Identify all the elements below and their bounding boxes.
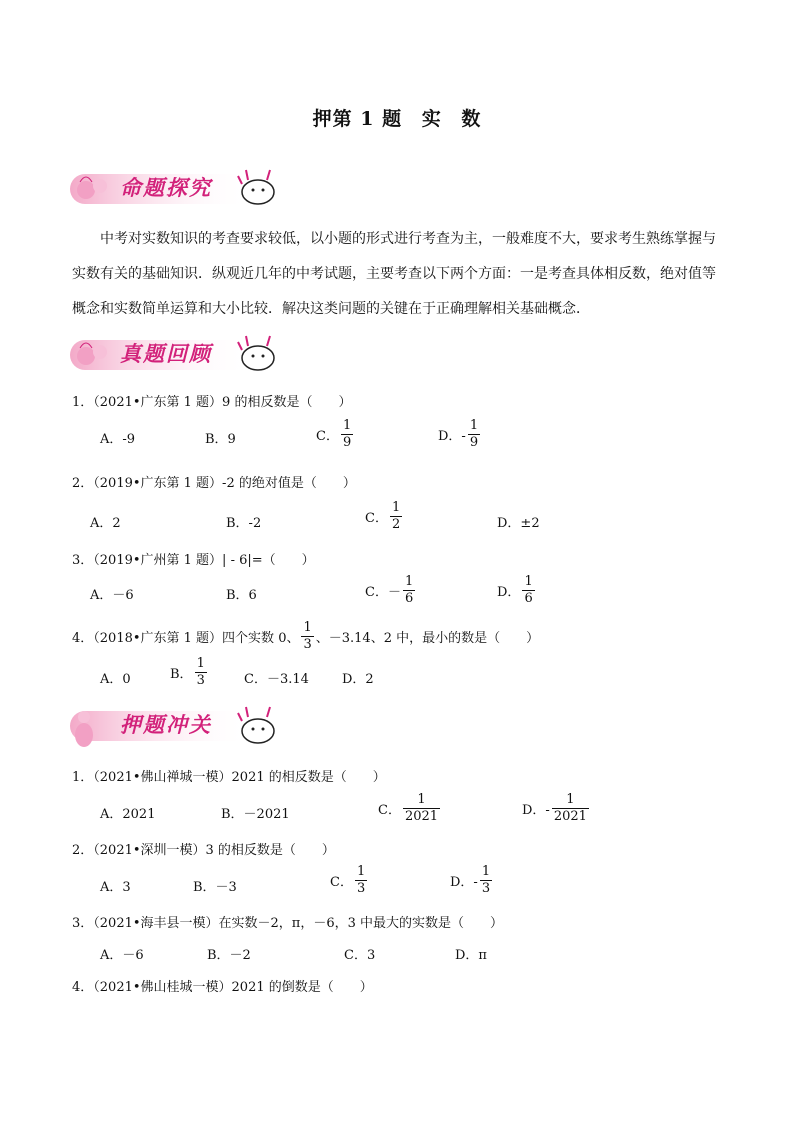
- option-label: D．-: [522, 803, 550, 818]
- practice-q2-option-d: [450, 864, 494, 897]
- fraction-numerator: 1: [404, 574, 414, 589]
- section-banner-explore: [70, 166, 282, 210]
- stem-text: 4．（2018•广东第 1 题）四个实数 0、: [72, 631, 300, 646]
- fraction-numerator: 1: [469, 418, 479, 433]
- fraction-denominator: 6: [404, 591, 414, 606]
- practice-q2-stem: 2．（2021•深圳一模）3 的相反数是（ ）: [72, 843, 335, 858]
- option-label: B．: [170, 667, 193, 682]
- option-label: C．－: [365, 585, 401, 600]
- option-label: D．-: [438, 429, 466, 444]
- title-word-2: 数: [461, 108, 482, 130]
- title-main: 押第 1 题: [312, 108, 403, 130]
- review-q2-option-c: [365, 500, 404, 533]
- fraction: [468, 418, 480, 451]
- fraction-numerator: 1: [524, 574, 533, 589]
- review-q1-option-d: [438, 418, 482, 451]
- review-q1-option-c: [316, 418, 355, 451]
- fraction-denominator: 6: [524, 591, 533, 606]
- section-title-explore: 命题探究: [120, 176, 212, 200]
- practice-q3-option-a: A．－6: [100, 948, 144, 963]
- review-q3-option-b: B．6: [226, 588, 257, 603]
- option-label: D．: [497, 585, 521, 600]
- fraction: [355, 864, 367, 897]
- fraction-denominator: 3: [303, 637, 312, 652]
- practice-q1-option-a: A．2021: [100, 807, 156, 822]
- option-label: C．: [316, 429, 339, 444]
- review-q1-option-b: B．9: [205, 432, 236, 447]
- stem-text: 、－3.14、2 中，最小的数是（ ）: [315, 631, 540, 646]
- option-label: C．: [365, 511, 388, 526]
- section-banner-practice: [70, 703, 282, 747]
- practice-q1-option-d: [522, 792, 591, 825]
- review-q2-option-d: D．±2: [497, 516, 540, 531]
- review-q4-option-c: C．－3.14: [244, 672, 309, 687]
- page-title: [0, 104, 794, 131]
- option-label: C．: [330, 875, 353, 890]
- option-label: C．: [378, 803, 401, 818]
- practice-q4-stem: 4．（2021•佛山桂城一模）2021 的倒数是（ ）: [72, 980, 373, 995]
- review-q4-option-b: [170, 656, 209, 689]
- practice-q2-option-a: A．3: [100, 880, 131, 895]
- fraction: [480, 864, 492, 897]
- fraction-numerator: 1: [417, 792, 426, 807]
- practice-q1-stem: 1．（2021•佛山禅城一模）2021 的相反数是（ ）: [72, 770, 386, 785]
- fraction-numerator: 1: [356, 864, 366, 879]
- fraction: [552, 792, 589, 825]
- fraction: [522, 574, 534, 607]
- title-word-1: 实: [421, 108, 442, 130]
- review-q3-option-a: A．－6: [90, 588, 134, 603]
- fraction-denominator: 2021: [404, 809, 439, 824]
- review-q2-stem: 2．（2019•广东第 1 题）-2 的绝对值是（ ）: [72, 476, 356, 491]
- review-q3-option-c: [365, 574, 417, 607]
- section-banner-review: [70, 332, 282, 376]
- fraction: [403, 792, 440, 825]
- practice-q3-option-d: D．π: [455, 948, 487, 963]
- practice-q3-stem: 3．（2021•海丰县一模）在实数－2，π，－6，3 中最大的实数是（ ）: [72, 916, 504, 931]
- fraction: [195, 656, 207, 689]
- fraction-numerator: 1: [196, 656, 205, 671]
- review-q3-stem: 3．（2019•广州第 1 题）| - 6|=（ ）: [72, 553, 315, 568]
- fraction: [403, 574, 415, 607]
- fraction-numerator: 1: [342, 418, 352, 433]
- fraction-numerator: 1: [303, 620, 312, 635]
- practice-q2-option-b: B．－3: [193, 880, 237, 895]
- fraction: [390, 500, 402, 533]
- fraction: [301, 620, 313, 653]
- section-title-review: 真题回顾: [120, 342, 212, 366]
- review-q3-option-d: [497, 574, 537, 607]
- fraction-numerator: 1: [481, 864, 491, 879]
- fraction-denominator: 3: [356, 881, 366, 896]
- option-label: D．-: [450, 875, 478, 890]
- practice-q3-option-c: C．3: [344, 948, 376, 963]
- review-q1-option-a: A．-9: [100, 432, 136, 447]
- fraction-denominator: 9: [469, 435, 479, 450]
- section-title-practice: 押题冲关: [120, 713, 212, 737]
- review-q1-stem: 1．（2021•广东第 1 题）9 的相反数是（ ）: [72, 395, 352, 410]
- fraction-denominator: 2: [391, 517, 401, 532]
- fraction-numerator: 1: [391, 500, 401, 515]
- review-q4-stem: [72, 620, 539, 653]
- intro-paragraph: 中考对实数知识的考查要求较低，以小题的形式进行考查为主，一般难度不大，要求考生熟练掌握与实数有关的基础知识．纵观近几年的中考试题，主要考查以下两个方面：一是考查具体相反数，绝对值等概念和实数简单运算和大小比较．解决这类问题的关键在于正确理解相关基础概念．: [72, 231, 716, 317]
- review-q2-option-b: B．-2: [226, 516, 262, 531]
- practice-q1-option-c: [378, 792, 442, 825]
- practice-q1-option-b: B．－2021: [221, 807, 290, 822]
- fraction: [341, 418, 353, 451]
- practice-q2-option-c: [330, 864, 369, 897]
- fraction-denominator: 9: [342, 435, 352, 450]
- review-q4-option-d: D．2: [342, 672, 374, 687]
- review-q2-option-a: A．2: [90, 516, 121, 531]
- fraction-denominator: 2021: [553, 809, 587, 824]
- fraction-denominator: 3: [481, 881, 491, 896]
- practice-q3-option-b: B．－2: [207, 948, 251, 963]
- fraction-numerator: 1: [566, 792, 575, 807]
- review-q4-option-a: A．0: [100, 672, 131, 687]
- fraction-denominator: 3: [196, 673, 205, 688]
